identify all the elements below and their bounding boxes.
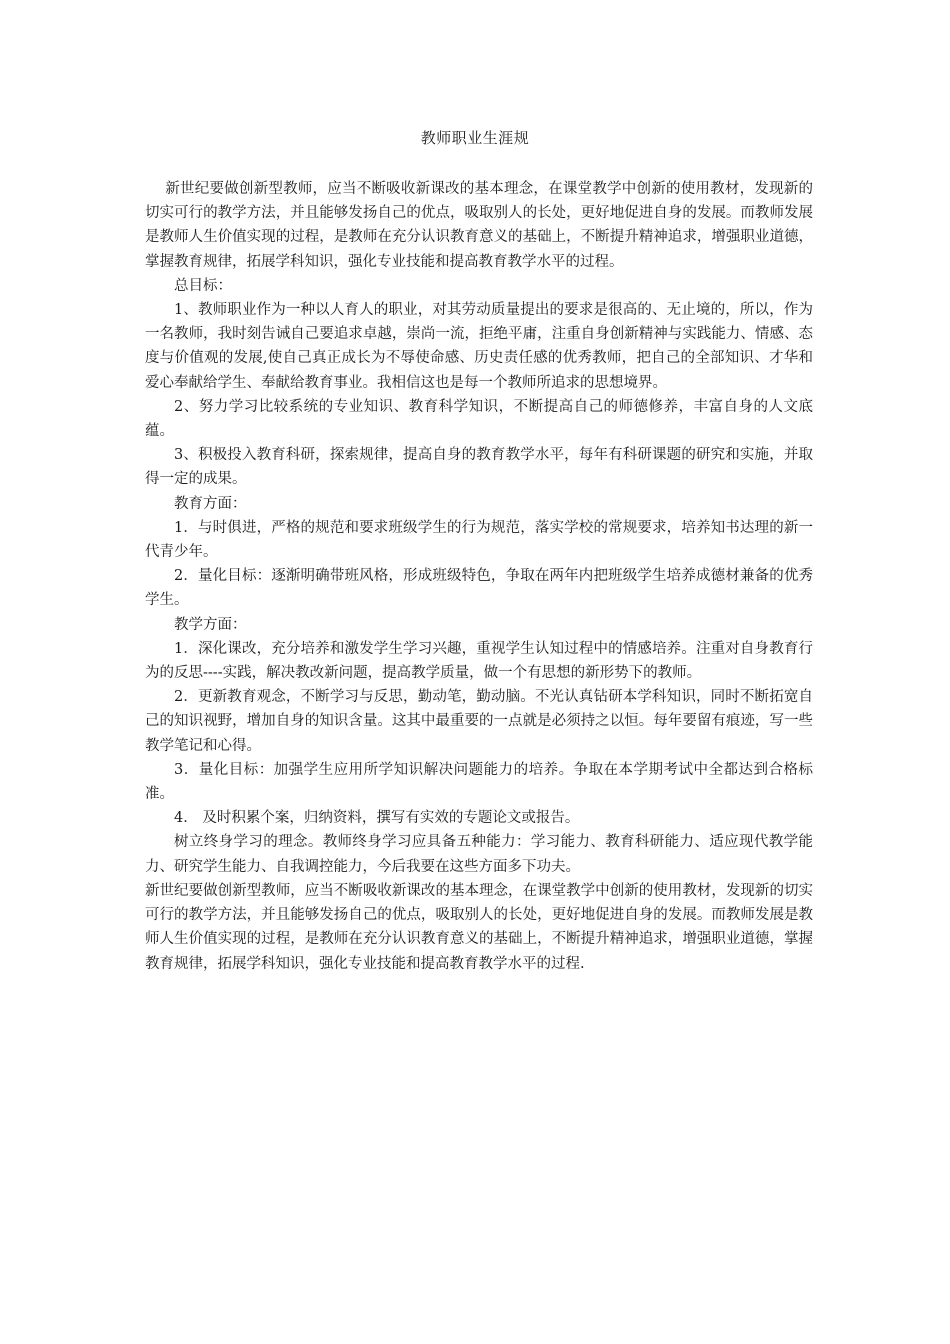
paragraph-goal-3: 3、积极投入教育科研，探索规律，提高自身的教育教学水平，每年有科研课题的研究和实施，并取得一定的成果。: [145, 447, 813, 488]
heading-overall-goals: 总目标：: [174, 277, 232, 294]
paragraph-repeat-intro: 新世纪要做创新型教师，应当不断吸收新课改的基本理念，在课堂教学中创新的使用教材，发现新的切实可行的教学方法，并且能够发扬自己的优点，吸取别人的长处，更好地促进自身的发展。而教师发展是教师人生价值实现的过程，是教师在充分认识教育意义的基础上，不断提升精神追求，增强职业道德，掌握教育规律，拓展学科知识，强化专业技能和提高教育教学水平的过程.: [145, 882, 813, 972]
paragraph-teaching-1: 1．深化课改，充分培养和激发学生学习兴趣，重视学生认知过程中的情感培养。注重对自身教育行为的反思----实践，解决教改新问题，提高教学质量，做一个有思想的新形势下的教师。: [145, 640, 813, 682]
paragraph-education-1: 1．与时俱进，严格的规范和要求班级学生的行为规范，落实学校的常规要求，培养知书达理的新一代青少年。: [145, 519, 813, 561]
heading-education: 教育方面：: [174, 495, 247, 512]
document-body: [145, 177, 813, 976]
paragraph-teaching-2: 2．更新教育观念，不断学习与反思，勤动笔，勤动脑。不光认真钻研本学科知识，同时不断拓宽自己的知识视野，增加自身的知识含量。这其中最重要的一点就是必须持之以恒。每年要留有痕迹，写一些教学笔记和心得。: [145, 689, 813, 754]
heading-teaching: 教学方面：: [174, 616, 247, 633]
paragraph-teaching-3: 3．量化目标：加强学生应用所学知识解决问题能力的培养。争取在本学期考试中全都达到合格标准。: [145, 761, 813, 803]
document-title: 教师职业生涯规: [420, 129, 530, 147]
paragraph-lifelong-learning: 树立终身学习的理念。教师终身学习应具备五种能力：学习能力、教育科研能力、适应现代教学能力、研究学生能力、自我调控能力，今后我要在这些方面多下功夫。: [145, 834, 813, 875]
paragraph-goal-1: 1、教师职业作为一种以人育人的职业，对其劳动质量提出的要求是很高的、无止境的，所以，作为一名教师，我时刻告诫自己要追求卓越，崇尚一流，拒绝平庸，注重自身创新精神与实践能力、情感、态度与价值观的发展,使自己真正成长为不辱使命感、历史责任感的优秀教师，把自己的全部知识、才华和爱心奉献给学生、奉献给教育事业。我相信这也是每一个教师所追求的思想境界。: [145, 302, 813, 391]
paragraph-goal-2: 2、努力学习比较系统的专业知识、教育科学知识，不断提高自己的师德修养，丰富自身的人文底蕴。: [145, 398, 813, 440]
paragraph-teaching-4: 4． 及时积累个案，归纳资料，撰写有实效的专题论文或报告。: [174, 810, 580, 827]
paragraph-education-2: 2．量化目标：逐渐明确带班风格，形成班级特色，争取在两年内把班级学生培养成德材兼备的优秀学生。: [145, 568, 813, 609]
paragraph-intro: 新世纪要做创新型教师，应当不断吸收新课改的基本理念，在课堂教学中创新的使用教材，发现新的切实可行的教学方法，并且能够发扬自己的优点，吸取别人的长处，更好地促进自身的发展。而教师发展是教师人生价值实现的过程，是教师在充分认识教育意义的基础上，不断提升精神追求，增强职业道德，掌握教育规律，拓展学科知识，强化专业技能和提高教育教学水平的过程。: [145, 181, 813, 270]
